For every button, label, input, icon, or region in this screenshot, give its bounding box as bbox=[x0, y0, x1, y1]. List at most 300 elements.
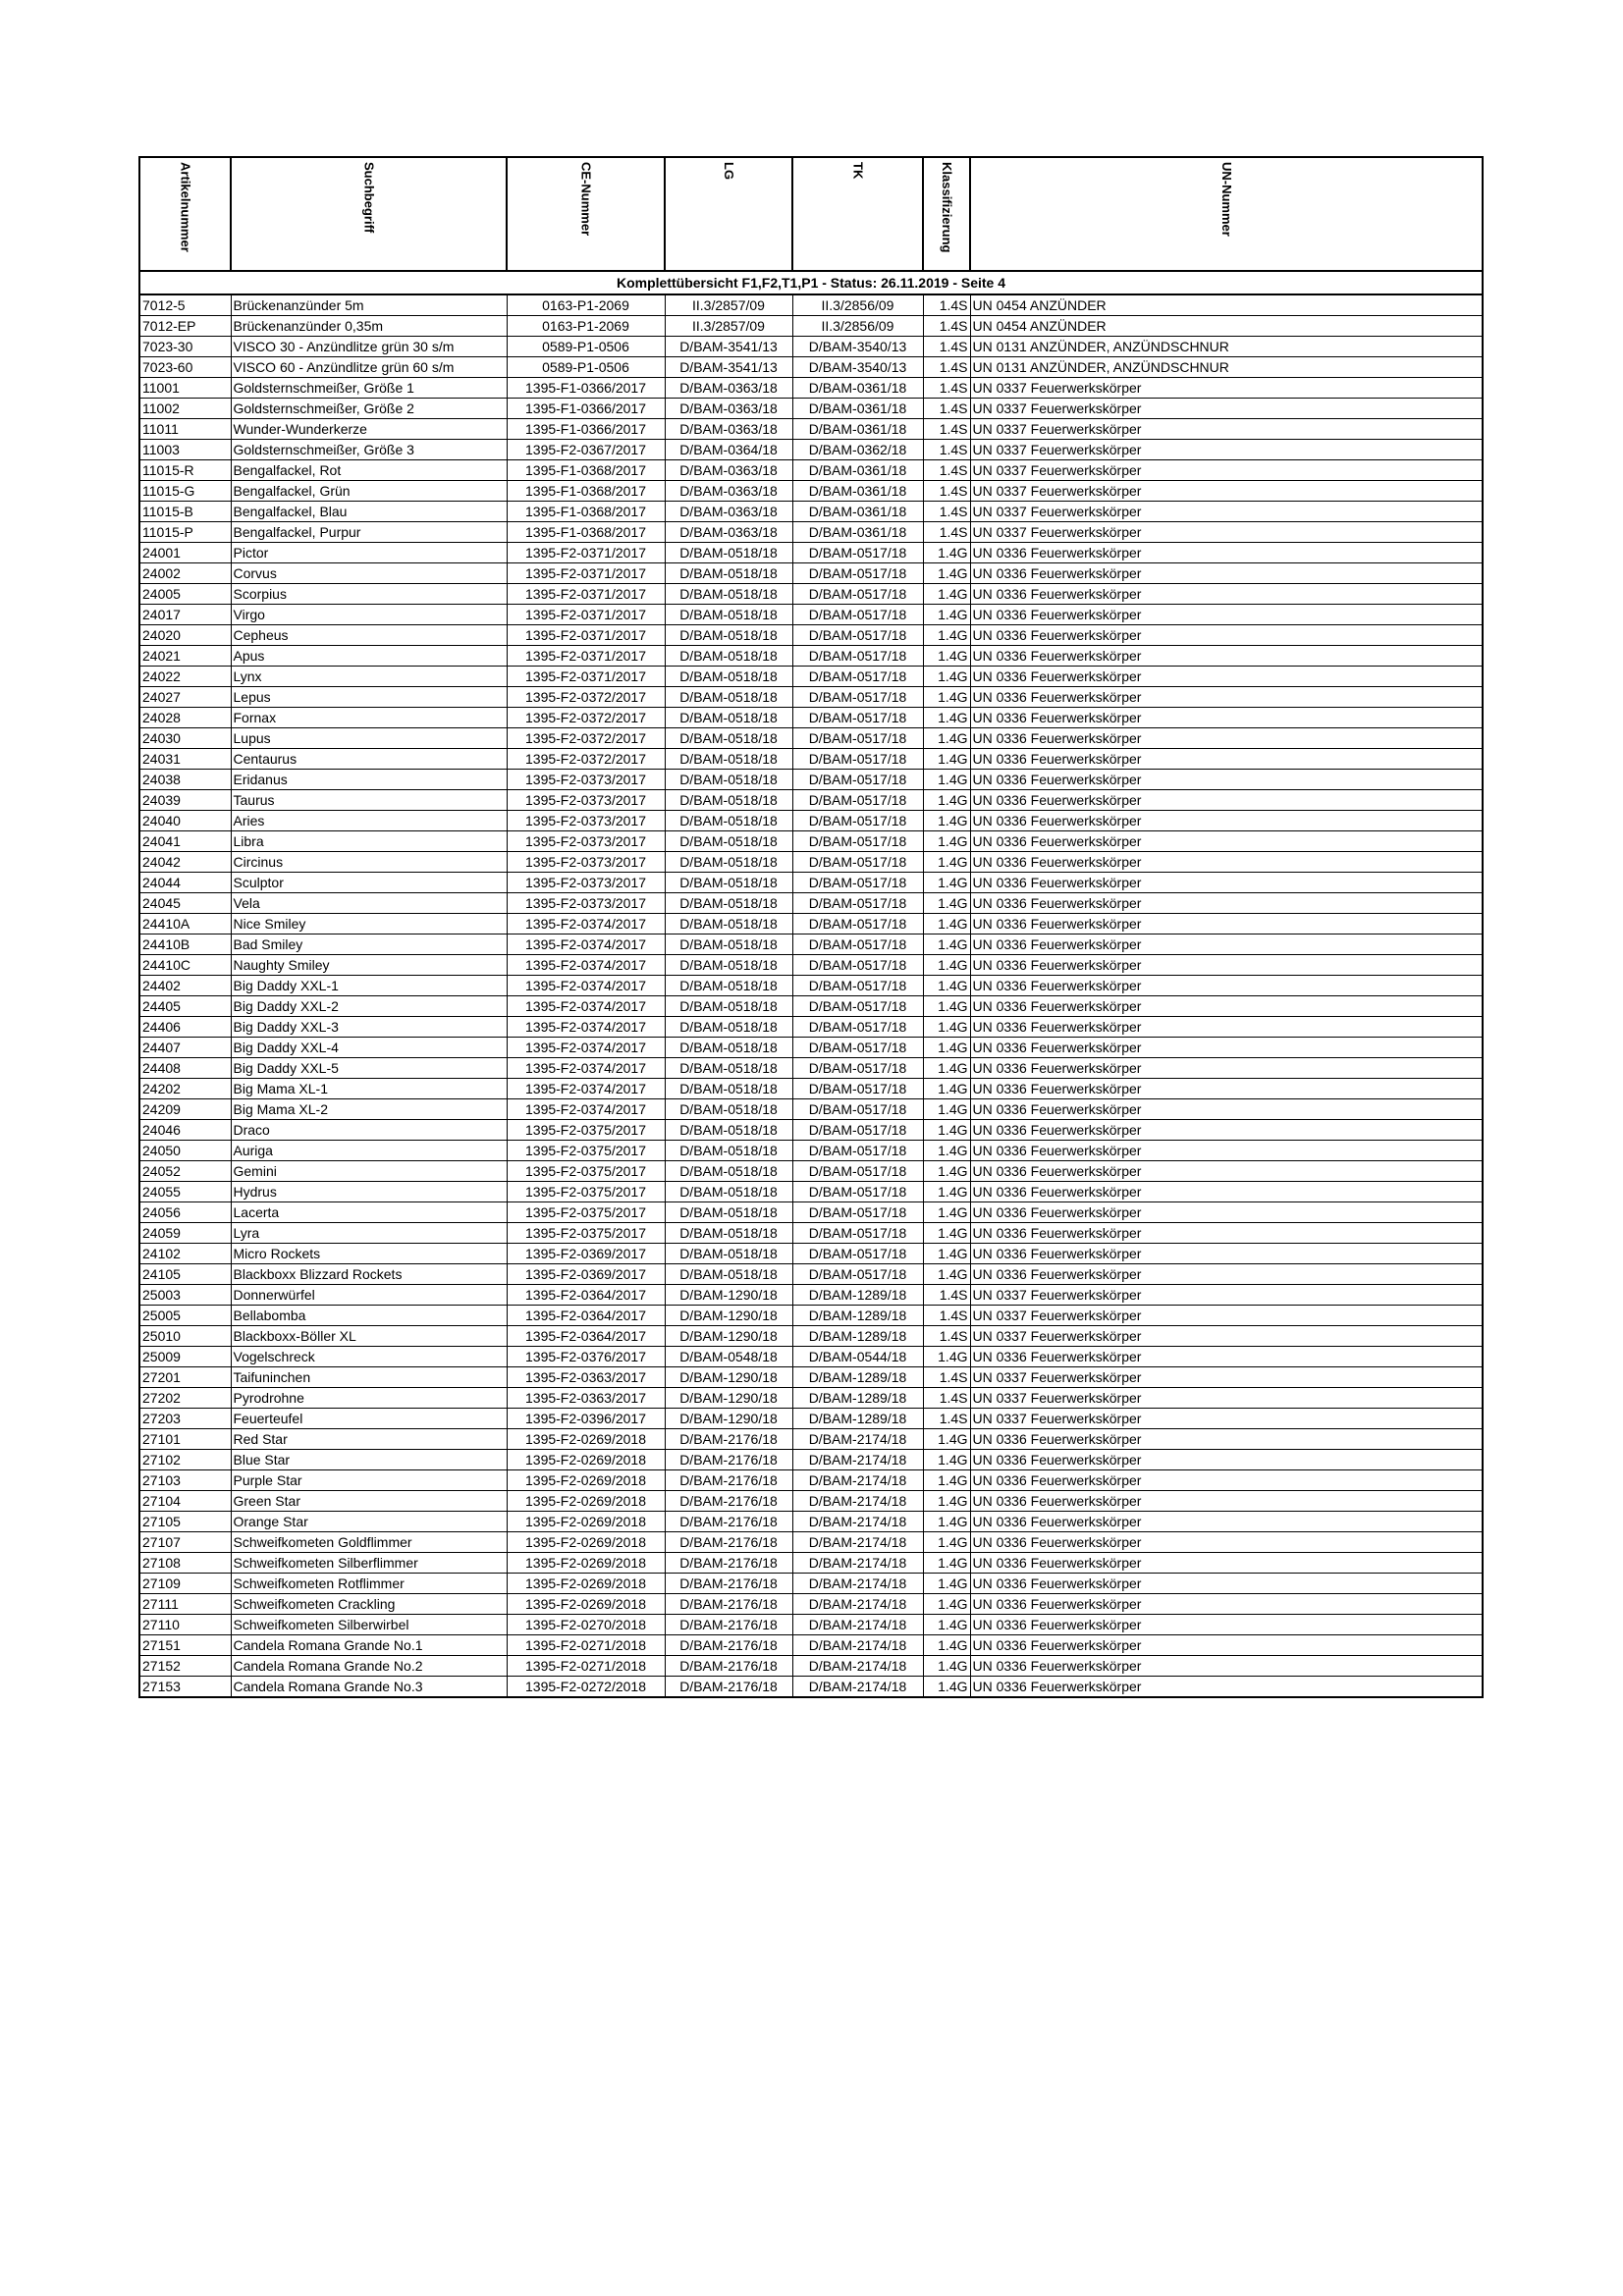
cell-ce-nummer: 1395-F2-0269/2018 bbox=[507, 1594, 665, 1615]
cell-artikelnummer: 24105 bbox=[139, 1264, 231, 1285]
cell-klassifizierung: 1.4G bbox=[923, 1038, 970, 1058]
cell-ce-nummer: 1395-F2-0270/2018 bbox=[507, 1615, 665, 1635]
cell-tk: D/BAM-1289/18 bbox=[792, 1388, 923, 1409]
table-row bbox=[139, 996, 1483, 1017]
header-klassifizierung: Klassifizierung bbox=[923, 157, 970, 271]
cell-suchbegriff: Fornax bbox=[231, 708, 507, 728]
table-row bbox=[139, 708, 1483, 728]
cell-suchbegriff: Wunder-Wunderkerze bbox=[231, 419, 507, 440]
cell-suchbegriff: Lyra bbox=[231, 1223, 507, 1244]
cell-un-nummer: UN 0337 Feuerwerkskörper bbox=[970, 440, 1483, 460]
table-body bbox=[139, 294, 1483, 1697]
cell-tk: D/BAM-0361/18 bbox=[792, 522, 923, 543]
cell-un-nummer: UN 0337 Feuerwerkskörper bbox=[970, 522, 1483, 543]
table-row bbox=[139, 337, 1483, 357]
cell-artikelnummer: 24017 bbox=[139, 605, 231, 625]
cell-artikelnummer: 11015-B bbox=[139, 502, 231, 522]
cell-un-nummer: UN 0336 Feuerwerkskörper bbox=[970, 914, 1483, 934]
cell-klassifizierung: 1.4G bbox=[923, 1429, 970, 1450]
table-row bbox=[139, 728, 1483, 749]
cell-suchbegriff: Pyrodrohne bbox=[231, 1388, 507, 1409]
cell-un-nummer: UN 0336 Feuerwerkskörper bbox=[970, 996, 1483, 1017]
cell-klassifizierung: 1.4G bbox=[923, 708, 970, 728]
cell-tk: D/BAM-0517/18 bbox=[792, 770, 923, 790]
cell-klassifizierung: 1.4G bbox=[923, 1161, 970, 1182]
cell-un-nummer: UN 0336 Feuerwerkskörper bbox=[970, 1223, 1483, 1244]
table-row bbox=[139, 749, 1483, 770]
header-row bbox=[139, 157, 1483, 271]
cell-suchbegriff: Big Daddy XXL-3 bbox=[231, 1017, 507, 1038]
cell-lg: D/BAM-0518/18 bbox=[665, 790, 792, 811]
cell-suchbegriff: Bengalfackel, Grün bbox=[231, 481, 507, 502]
cell-suchbegriff: Big Daddy XXL-1 bbox=[231, 976, 507, 996]
table-row bbox=[139, 790, 1483, 811]
cell-un-nummer: UN 0454 ANZÜNDER bbox=[970, 294, 1483, 316]
cell-klassifizierung: 1.4G bbox=[923, 1017, 970, 1038]
table-row bbox=[139, 1223, 1483, 1244]
cell-lg: D/BAM-2176/18 bbox=[665, 1656, 792, 1677]
cell-suchbegriff: Blackboxx-Böller XL bbox=[231, 1326, 507, 1347]
cell-ce-nummer: 1395-F2-0375/2017 bbox=[507, 1182, 665, 1202]
cell-klassifizierung: 1.4G bbox=[923, 1079, 970, 1099]
cell-artikelnummer: 27201 bbox=[139, 1367, 231, 1388]
cell-lg: D/BAM-0518/18 bbox=[665, 646, 792, 667]
cell-klassifizierung: 1.4S bbox=[923, 316, 970, 337]
cell-suchbegriff: Taifuninchen bbox=[231, 1367, 507, 1388]
cell-ce-nummer: 1395-F2-0375/2017 bbox=[507, 1141, 665, 1161]
cell-klassifizierung: 1.4G bbox=[923, 728, 970, 749]
cell-suchbegriff: Pictor bbox=[231, 543, 507, 563]
cell-ce-nummer: 1395-F2-0364/2017 bbox=[507, 1306, 665, 1326]
cell-klassifizierung: 1.4S bbox=[923, 1326, 970, 1347]
cell-tk: D/BAM-2174/18 bbox=[792, 1635, 923, 1656]
cell-lg: D/BAM-0518/18 bbox=[665, 1038, 792, 1058]
cell-lg: D/BAM-0518/18 bbox=[665, 996, 792, 1017]
cell-artikelnummer: 27151 bbox=[139, 1635, 231, 1656]
cell-un-nummer: UN 0336 Feuerwerkskörper bbox=[970, 1470, 1483, 1491]
cell-tk: D/BAM-2174/18 bbox=[792, 1470, 923, 1491]
cell-lg: D/BAM-2176/18 bbox=[665, 1677, 792, 1698]
cell-suchbegriff: Feuerteufel bbox=[231, 1409, 507, 1429]
cell-un-nummer: UN 0336 Feuerwerkskörper bbox=[970, 1615, 1483, 1635]
cell-tk: D/BAM-0517/18 bbox=[792, 1223, 923, 1244]
cell-klassifizierung: 1.4S bbox=[923, 1409, 970, 1429]
cell-un-nummer: UN 0336 Feuerwerkskörper bbox=[970, 831, 1483, 852]
cell-lg: D/BAM-0518/18 bbox=[665, 1017, 792, 1038]
cell-klassifizierung: 1.4G bbox=[923, 1099, 970, 1120]
cell-lg: D/BAM-0518/18 bbox=[665, 1182, 792, 1202]
cell-tk: D/BAM-0361/18 bbox=[792, 419, 923, 440]
cell-ce-nummer: 1395-F2-0375/2017 bbox=[507, 1223, 665, 1244]
cell-tk: D/BAM-0517/18 bbox=[792, 1017, 923, 1038]
cell-ce-nummer: 1395-F1-0366/2017 bbox=[507, 399, 665, 419]
cell-suchbegriff: Bengalfackel, Purpur bbox=[231, 522, 507, 543]
cell-ce-nummer: 1395-F2-0371/2017 bbox=[507, 584, 665, 605]
cell-lg: D/BAM-0518/18 bbox=[665, 831, 792, 852]
cell-tk: D/BAM-0517/18 bbox=[792, 1244, 923, 1264]
cell-un-nummer: UN 0336 Feuerwerkskörper bbox=[970, 728, 1483, 749]
cell-tk: D/BAM-2174/18 bbox=[792, 1532, 923, 1553]
cell-tk: D/BAM-0361/18 bbox=[792, 399, 923, 419]
cell-suchbegriff: Libra bbox=[231, 831, 507, 852]
cell-artikelnummer: 24044 bbox=[139, 873, 231, 893]
cell-artikelnummer: 24056 bbox=[139, 1202, 231, 1223]
cell-ce-nummer: 1395-F2-0374/2017 bbox=[507, 1099, 665, 1120]
cell-ce-nummer: 1395-F2-0269/2018 bbox=[507, 1574, 665, 1594]
cell-klassifizierung: 1.4G bbox=[923, 770, 970, 790]
table-row bbox=[139, 1058, 1483, 1079]
cell-ce-nummer: 1395-F2-0372/2017 bbox=[507, 749, 665, 770]
cell-suchbegriff: Lynx bbox=[231, 667, 507, 687]
cell-ce-nummer: 1395-F2-0373/2017 bbox=[507, 852, 665, 873]
cell-suchbegriff: Lacerta bbox=[231, 1202, 507, 1223]
table-row bbox=[139, 481, 1483, 502]
cell-suchbegriff: Eridanus bbox=[231, 770, 507, 790]
cell-artikelnummer: 24001 bbox=[139, 543, 231, 563]
cell-klassifizierung: 1.4S bbox=[923, 481, 970, 502]
cell-suchbegriff: Lepus bbox=[231, 687, 507, 708]
cell-tk: D/BAM-1289/18 bbox=[792, 1285, 923, 1306]
cell-artikelnummer: 24042 bbox=[139, 852, 231, 873]
cell-ce-nummer: 1395-F2-0374/2017 bbox=[507, 1058, 665, 1079]
cell-un-nummer: UN 0336 Feuerwerkskörper bbox=[970, 1635, 1483, 1656]
table-row bbox=[139, 770, 1483, 790]
table-row bbox=[139, 378, 1483, 399]
cell-ce-nummer: 1395-F2-0374/2017 bbox=[507, 914, 665, 934]
cell-lg: D/BAM-0518/18 bbox=[665, 563, 792, 584]
cell-tk: D/BAM-0517/18 bbox=[792, 1202, 923, 1223]
cell-tk: II.3/2856/09 bbox=[792, 294, 923, 316]
cell-klassifizierung: 1.4S bbox=[923, 1388, 970, 1409]
table-row bbox=[139, 543, 1483, 563]
cell-suchbegriff: Aries bbox=[231, 811, 507, 831]
cell-lg: D/BAM-0518/18 bbox=[665, 852, 792, 873]
cell-klassifizierung: 1.4S bbox=[923, 502, 970, 522]
cell-klassifizierung: 1.4G bbox=[923, 790, 970, 811]
cell-tk: D/BAM-0517/18 bbox=[792, 1120, 923, 1141]
cell-klassifizierung: 1.4G bbox=[923, 1058, 970, 1079]
cell-ce-nummer: 1395-F2-0373/2017 bbox=[507, 831, 665, 852]
cell-suchbegriff: Cepheus bbox=[231, 625, 507, 646]
table-row bbox=[139, 934, 1483, 955]
cell-ce-nummer: 1395-F1-0368/2017 bbox=[507, 460, 665, 481]
cell-artikelnummer: 24040 bbox=[139, 811, 231, 831]
cell-ce-nummer: 1395-F2-0269/2018 bbox=[507, 1553, 665, 1574]
header-un-nummer: UN-Nummer bbox=[970, 157, 1483, 271]
cell-suchbegriff: Centaurus bbox=[231, 749, 507, 770]
table-row bbox=[139, 976, 1483, 996]
cell-suchbegriff: Naughty Smiley bbox=[231, 955, 507, 976]
cell-klassifizierung: 1.4G bbox=[923, 584, 970, 605]
cell-suchbegriff: Schweifkometen Silberflimmer bbox=[231, 1553, 507, 1574]
cell-klassifizierung: 1.4G bbox=[923, 563, 970, 584]
cell-un-nummer: UN 0336 Feuerwerkskörper bbox=[970, 708, 1483, 728]
cell-tk: D/BAM-0362/18 bbox=[792, 440, 923, 460]
cell-un-nummer: UN 0336 Feuerwerkskörper bbox=[970, 687, 1483, 708]
cell-suchbegriff: Auriga bbox=[231, 1141, 507, 1161]
cell-un-nummer: UN 0336 Feuerwerkskörper bbox=[970, 1574, 1483, 1594]
cell-artikelnummer: 27104 bbox=[139, 1491, 231, 1512]
cell-ce-nummer: 1395-F2-0371/2017 bbox=[507, 646, 665, 667]
cell-klassifizierung: 1.4G bbox=[923, 687, 970, 708]
cell-un-nummer: UN 0336 Feuerwerkskörper bbox=[970, 749, 1483, 770]
title-row bbox=[139, 271, 1483, 294]
cell-lg: D/BAM-1290/18 bbox=[665, 1285, 792, 1306]
header-artikelnummer: Artikelnummer bbox=[139, 157, 231, 271]
cell-artikelnummer: 24005 bbox=[139, 584, 231, 605]
table-row bbox=[139, 1409, 1483, 1429]
cell-un-nummer: UN 0337 Feuerwerkskörper bbox=[970, 481, 1483, 502]
cell-ce-nummer: 1395-F2-0269/2018 bbox=[507, 1470, 665, 1491]
cell-ce-nummer: 1395-F2-0374/2017 bbox=[507, 1017, 665, 1038]
cell-ce-nummer: 1395-F2-0371/2017 bbox=[507, 625, 665, 646]
cell-klassifizierung: 1.4G bbox=[923, 1141, 970, 1161]
cell-un-nummer: UN 0337 Feuerwerkskörper bbox=[970, 1326, 1483, 1347]
cell-suchbegriff: Goldsternschmeißer, Größe 1 bbox=[231, 378, 507, 399]
header-ce-nummer: CE-Nummer bbox=[507, 157, 665, 271]
cell-lg: D/BAM-0363/18 bbox=[665, 399, 792, 419]
cell-un-nummer: UN 0336 Feuerwerkskörper bbox=[970, 667, 1483, 687]
cell-artikelnummer: 27108 bbox=[139, 1553, 231, 1574]
cell-tk: D/BAM-0517/18 bbox=[792, 646, 923, 667]
cell-klassifizierung: 1.4G bbox=[923, 1223, 970, 1244]
cell-tk: D/BAM-0517/18 bbox=[792, 543, 923, 563]
cell-artikelnummer: 24405 bbox=[139, 996, 231, 1017]
cell-tk: D/BAM-1289/18 bbox=[792, 1409, 923, 1429]
cell-suchbegriff: Goldsternschmeißer, Größe 3 bbox=[231, 440, 507, 460]
cell-ce-nummer: 1395-F2-0369/2017 bbox=[507, 1244, 665, 1264]
cell-artikelnummer: 11011 bbox=[139, 419, 231, 440]
cell-suchbegriff: VISCO 30 - Anzündlitze grün 30 s/m bbox=[231, 337, 507, 357]
cell-tk: D/BAM-1289/18 bbox=[792, 1306, 923, 1326]
cell-artikelnummer: 27153 bbox=[139, 1677, 231, 1698]
cell-artikelnummer: 11015-G bbox=[139, 481, 231, 502]
cell-un-nummer: UN 0336 Feuerwerkskörper bbox=[970, 893, 1483, 914]
table-row bbox=[139, 646, 1483, 667]
cell-klassifizierung: 1.4G bbox=[923, 955, 970, 976]
cell-artikelnummer: 24030 bbox=[139, 728, 231, 749]
cell-suchbegriff: Candela Romana Grande No.2 bbox=[231, 1656, 507, 1677]
cell-artikelnummer: 24410A bbox=[139, 914, 231, 934]
cell-ce-nummer: 1395-F2-0396/2017 bbox=[507, 1409, 665, 1429]
cell-suchbegriff: Brückenanzünder 0,35m bbox=[231, 316, 507, 337]
cell-lg: D/BAM-1290/18 bbox=[665, 1388, 792, 1409]
cell-klassifizierung: 1.4G bbox=[923, 893, 970, 914]
cell-klassifizierung: 1.4G bbox=[923, 605, 970, 625]
cell-artikelnummer: 24041 bbox=[139, 831, 231, 852]
cell-artikelnummer: 24039 bbox=[139, 790, 231, 811]
cell-artikelnummer: 24021 bbox=[139, 646, 231, 667]
cell-klassifizierung: 1.4G bbox=[923, 831, 970, 852]
cell-suchbegriff: Candela Romana Grande No.3 bbox=[231, 1677, 507, 1698]
cell-ce-nummer: 1395-F2-0371/2017 bbox=[507, 543, 665, 563]
cell-tk: D/BAM-1289/18 bbox=[792, 1326, 923, 1347]
cell-lg: D/BAM-1290/18 bbox=[665, 1367, 792, 1388]
cell-suchbegriff: Big Daddy XXL-2 bbox=[231, 996, 507, 1017]
cell-suchbegriff: Schweifkometen Rotflimmer bbox=[231, 1574, 507, 1594]
table-row bbox=[139, 1635, 1483, 1656]
cell-klassifizierung: 1.4G bbox=[923, 749, 970, 770]
cell-tk: D/BAM-0517/18 bbox=[792, 1161, 923, 1182]
cell-lg: D/BAM-0518/18 bbox=[665, 934, 792, 955]
cell-lg: D/BAM-0518/18 bbox=[665, 749, 792, 770]
cell-ce-nummer: 1395-F2-0375/2017 bbox=[507, 1202, 665, 1223]
product-table bbox=[138, 156, 1484, 1698]
cell-klassifizierung: 1.4S bbox=[923, 1285, 970, 1306]
cell-ce-nummer: 1395-F2-0363/2017 bbox=[507, 1388, 665, 1409]
cell-ce-nummer: 1395-F2-0271/2018 bbox=[507, 1635, 665, 1656]
cell-artikelnummer: 24059 bbox=[139, 1223, 231, 1244]
cell-ce-nummer: 1395-F2-0269/2018 bbox=[507, 1512, 665, 1532]
cell-un-nummer: UN 0336 Feuerwerkskörper bbox=[970, 1161, 1483, 1182]
cell-tk: D/BAM-0544/18 bbox=[792, 1347, 923, 1367]
cell-artikelnummer: 11015-R bbox=[139, 460, 231, 481]
cell-artikelnummer: 25003 bbox=[139, 1285, 231, 1306]
cell-suchbegriff: Draco bbox=[231, 1120, 507, 1141]
cell-tk: D/BAM-0517/18 bbox=[792, 914, 923, 934]
table-row bbox=[139, 1182, 1483, 1202]
cell-tk: D/BAM-1289/18 bbox=[792, 1367, 923, 1388]
cell-artikelnummer: 27105 bbox=[139, 1512, 231, 1532]
cell-artikelnummer: 24406 bbox=[139, 1017, 231, 1038]
cell-lg: D/BAM-2176/18 bbox=[665, 1512, 792, 1532]
cell-ce-nummer: 1395-F2-0269/2018 bbox=[507, 1429, 665, 1450]
table-row bbox=[139, 1594, 1483, 1615]
table-row bbox=[139, 811, 1483, 831]
cell-artikelnummer: 24410C bbox=[139, 955, 231, 976]
table-row bbox=[139, 1491, 1483, 1512]
table-row bbox=[139, 893, 1483, 914]
cell-lg: D/BAM-1290/18 bbox=[665, 1409, 792, 1429]
cell-un-nummer: UN 0336 Feuerwerkskörper bbox=[970, 1244, 1483, 1264]
cell-artikelnummer: 24046 bbox=[139, 1120, 231, 1141]
cell-artikelnummer: 27107 bbox=[139, 1532, 231, 1553]
cell-suchbegriff: Blue Star bbox=[231, 1450, 507, 1470]
table-row bbox=[139, 316, 1483, 337]
cell-ce-nummer: 1395-F2-0272/2018 bbox=[507, 1677, 665, 1698]
cell-ce-nummer: 1395-F2-0364/2017 bbox=[507, 1326, 665, 1347]
cell-artikelnummer: 27152 bbox=[139, 1656, 231, 1677]
cell-tk: D/BAM-2174/18 bbox=[792, 1574, 923, 1594]
cell-suchbegriff: Red Star bbox=[231, 1429, 507, 1450]
cell-artikelnummer: 11003 bbox=[139, 440, 231, 460]
cell-klassifizierung: 1.4G bbox=[923, 1120, 970, 1141]
cell-tk: D/BAM-0517/18 bbox=[792, 728, 923, 749]
table-row bbox=[139, 1306, 1483, 1326]
cell-klassifizierung: 1.4G bbox=[923, 667, 970, 687]
cell-un-nummer: UN 0337 Feuerwerkskörper bbox=[970, 1409, 1483, 1429]
cell-un-nummer: UN 0336 Feuerwerkskörper bbox=[970, 1017, 1483, 1038]
cell-suchbegriff: Big Mama XL-2 bbox=[231, 1099, 507, 1120]
cell-artikelnummer: 25009 bbox=[139, 1347, 231, 1367]
cell-ce-nummer: 1395-F2-0374/2017 bbox=[507, 976, 665, 996]
cell-klassifizierung: 1.4G bbox=[923, 1182, 970, 1202]
cell-un-nummer: UN 0336 Feuerwerkskörper bbox=[970, 1532, 1483, 1553]
cell-tk: D/BAM-0517/18 bbox=[792, 1182, 923, 1202]
table-row bbox=[139, 1264, 1483, 1285]
cell-tk: D/BAM-0517/18 bbox=[792, 1058, 923, 1079]
cell-suchbegriff: Scorpius bbox=[231, 584, 507, 605]
cell-un-nummer: UN 0336 Feuerwerkskörper bbox=[970, 790, 1483, 811]
cell-ce-nummer: 1395-F2-0374/2017 bbox=[507, 1038, 665, 1058]
cell-artikelnummer: 7023-60 bbox=[139, 357, 231, 378]
cell-artikelnummer: 27110 bbox=[139, 1615, 231, 1635]
cell-suchbegriff: Hydrus bbox=[231, 1182, 507, 1202]
table-row bbox=[139, 687, 1483, 708]
table-row bbox=[139, 1285, 1483, 1306]
cell-lg: D/BAM-3541/13 bbox=[665, 357, 792, 378]
table-row bbox=[139, 294, 1483, 316]
cell-artikelnummer: 24045 bbox=[139, 893, 231, 914]
table-row bbox=[139, 1512, 1483, 1532]
cell-ce-nummer: 1395-F2-0367/2017 bbox=[507, 440, 665, 460]
cell-suchbegriff: Vogelschreck bbox=[231, 1347, 507, 1367]
cell-lg: D/BAM-0518/18 bbox=[665, 1223, 792, 1244]
cell-artikelnummer: 24038 bbox=[139, 770, 231, 790]
cell-klassifizierung: 1.4G bbox=[923, 1202, 970, 1223]
header-suchbegriff: Suchbegriff bbox=[231, 157, 507, 271]
cell-tk: D/BAM-0517/18 bbox=[792, 976, 923, 996]
cell-lg: D/BAM-0518/18 bbox=[665, 873, 792, 893]
cell-tk: D/BAM-0361/18 bbox=[792, 378, 923, 399]
cell-tk: D/BAM-0361/18 bbox=[792, 481, 923, 502]
cell-artikelnummer: 24407 bbox=[139, 1038, 231, 1058]
cell-lg: D/BAM-0518/18 bbox=[665, 1099, 792, 1120]
cell-klassifizierung: 1.4S bbox=[923, 399, 970, 419]
cell-tk: D/BAM-0517/18 bbox=[792, 605, 923, 625]
cell-lg: D/BAM-1290/18 bbox=[665, 1326, 792, 1347]
cell-suchbegriff: VISCO 60 - Anzündlitze grün 60 s/m bbox=[231, 357, 507, 378]
cell-klassifizierung: 1.4G bbox=[923, 996, 970, 1017]
cell-lg: II.3/2857/09 bbox=[665, 294, 792, 316]
cell-klassifizierung: 1.4S bbox=[923, 337, 970, 357]
cell-ce-nummer: 1395-F2-0363/2017 bbox=[507, 1367, 665, 1388]
cell-un-nummer: UN 0336 Feuerwerkskörper bbox=[970, 852, 1483, 873]
cell-klassifizierung: 1.4G bbox=[923, 1635, 970, 1656]
cell-lg: D/BAM-0518/18 bbox=[665, 1244, 792, 1264]
cell-un-nummer: UN 0336 Feuerwerkskörper bbox=[970, 1079, 1483, 1099]
cell-klassifizierung: 1.4G bbox=[923, 1347, 970, 1367]
cell-artikelnummer: 24410B bbox=[139, 934, 231, 955]
table-row bbox=[139, 1470, 1483, 1491]
cell-suchbegriff: Virgo bbox=[231, 605, 507, 625]
cell-un-nummer: UN 0336 Feuerwerkskörper bbox=[970, 1264, 1483, 1285]
cell-lg: D/BAM-0363/18 bbox=[665, 460, 792, 481]
cell-klassifizierung: 1.4G bbox=[923, 1594, 970, 1615]
cell-klassifizierung: 1.4S bbox=[923, 522, 970, 543]
cell-klassifizierung: 1.4G bbox=[923, 646, 970, 667]
cell-tk: D/BAM-0517/18 bbox=[792, 687, 923, 708]
cell-un-nummer: UN 0337 Feuerwerkskörper bbox=[970, 1388, 1483, 1409]
cell-ce-nummer: 1395-F2-0373/2017 bbox=[507, 811, 665, 831]
cell-ce-nummer: 1395-F1-0366/2017 bbox=[507, 378, 665, 399]
cell-ce-nummer: 1395-F2-0369/2017 bbox=[507, 1264, 665, 1285]
cell-lg: D/BAM-0518/18 bbox=[665, 667, 792, 687]
cell-lg: D/BAM-0518/18 bbox=[665, 1079, 792, 1099]
cell-un-nummer: UN 0337 Feuerwerkskörper bbox=[970, 1306, 1483, 1326]
cell-artikelnummer: 24055 bbox=[139, 1182, 231, 1202]
cell-lg: D/BAM-2176/18 bbox=[665, 1470, 792, 1491]
cell-un-nummer: UN 0337 Feuerwerkskörper bbox=[970, 460, 1483, 481]
cell-artikelnummer: 27102 bbox=[139, 1450, 231, 1470]
table-row bbox=[139, 1574, 1483, 1594]
table-row bbox=[139, 1450, 1483, 1470]
cell-lg: D/BAM-0518/18 bbox=[665, 1161, 792, 1182]
cell-klassifizierung: 1.4S bbox=[923, 378, 970, 399]
table-row bbox=[139, 955, 1483, 976]
cell-klassifizierung: 1.4G bbox=[923, 1512, 970, 1532]
cell-un-nummer: UN 0336 Feuerwerkskörper bbox=[970, 1491, 1483, 1512]
